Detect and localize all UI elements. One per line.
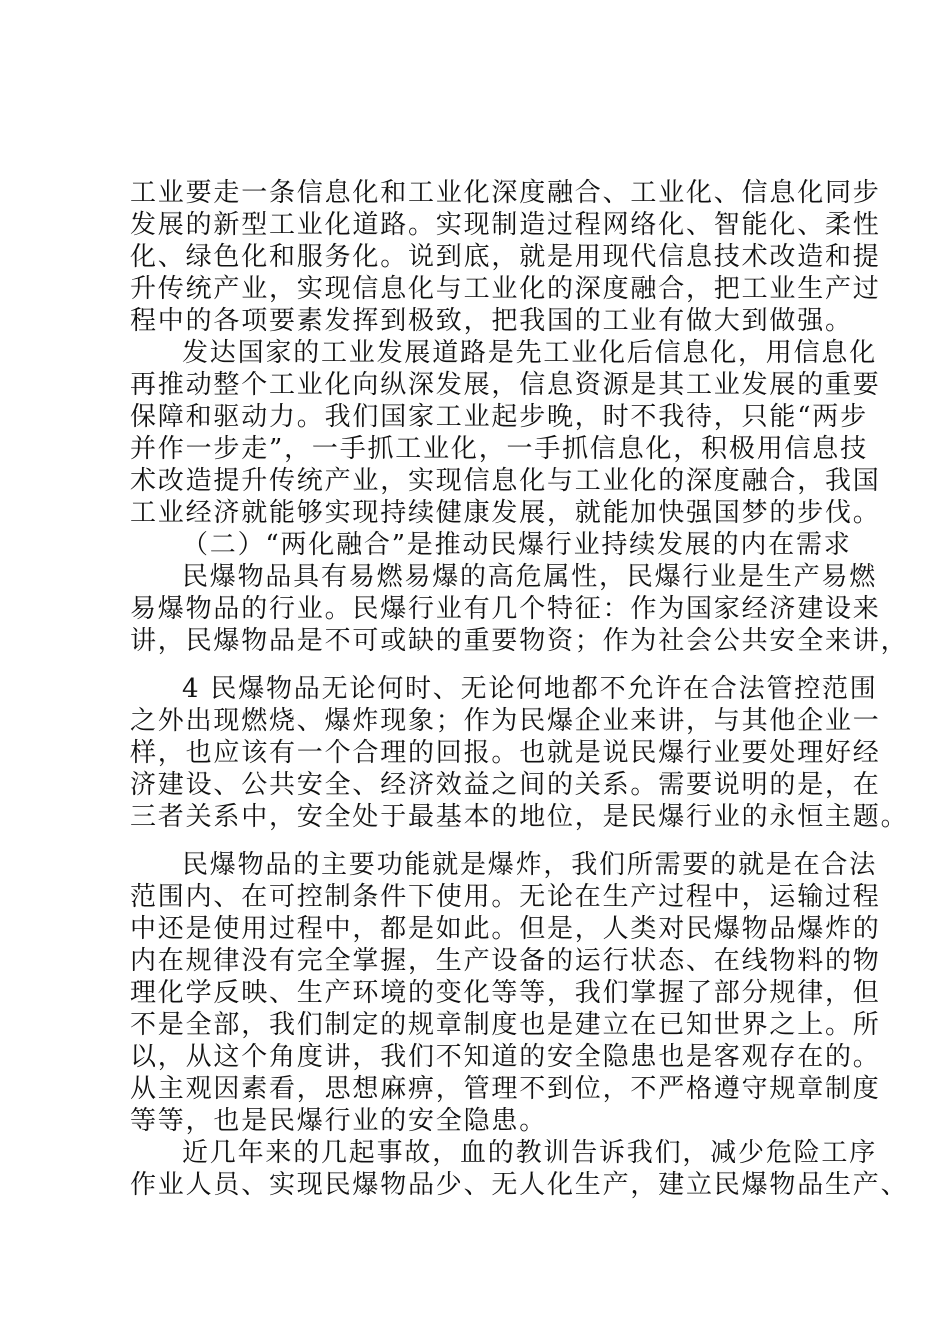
- text-line: 之外出现燃烧、爆炸现象；作为民爆企业来讲，与其他企业一: [130, 706, 881, 736]
- text-line: 内在规律没有完全掌握，生产设备的运行状态、在线物料的物: [130, 946, 881, 976]
- paragraph-start-line: 民爆物品具有易燃易爆的高危属性，民爆行业是生产易燃: [182, 562, 878, 592]
- text-line: 不是全部，我们制定的规章制度也是建立在已知世界之上。所: [130, 1010, 881, 1040]
- section-heading: （二）“两化融合”是推动民爆行业持续发展的内在需求: [182, 530, 852, 560]
- text-line: 等等，也是民爆行业的安全隐患。: [130, 1106, 548, 1136]
- text-line: 从主观因素看，思想麻痹，管理不到位，不严格遵守规章制度: [130, 1074, 881, 1104]
- text-line: 济建设、公共安全、经济效益之间的关系。需要说明的是，在: [130, 770, 881, 800]
- text-line: 发展的新型工业化道路。实现制造过程网络化、智能化、柔性: [130, 210, 881, 240]
- text-line: 作业人员、实现民爆物品少、无人化生产，建立民爆物品生产、: [130, 1170, 909, 1200]
- text-line: 工业要走一条信息化和工业化深度融合、工业化、信息化同步: [130, 178, 881, 208]
- paragraph-start-line: 近几年来的几起事故，血的教训告诉我们，减少危险工序: [182, 1138, 878, 1168]
- text-line: 三者关系中，安全处于最基本的地位，是民爆行业的永恒主题。: [130, 802, 909, 832]
- text-line: 以，从这个角度讲，我们不知道的安全隐患也是客观存在的。: [130, 1042, 881, 1072]
- text-line: 范围内、在可控制条件下使用。无论在生产过程中，运输过程: [130, 882, 881, 912]
- text-line: 术改造提升传统产业，实现信息化与工业化的深度融合，我国: [130, 466, 881, 496]
- text-line: 样，也应该有一个合理的回报。也就是说民爆行业要处理好经: [130, 738, 881, 768]
- text-line: 理化学反映、生产环境的变化等等，我们掌握了部分规律，但: [130, 978, 881, 1008]
- text-line: 并作一步走”，一手抓工业化，一手抓信息化，积极用信息技: [130, 434, 868, 464]
- paragraph-start-line: 民爆物品的主要功能就是爆炸，我们所需要的就是在合法: [182, 850, 878, 880]
- text-line: 保障和驱动力。我们国家工业起步晚，时不我待，只能“两步: [130, 402, 868, 432]
- paragraph-start-line: 4 民爆物品无论何时、无论何地都不允许在合法管控范围: [182, 674, 878, 704]
- text-line: 化、绿色化和服务化。说到底，就是用现代信息技术改造和提: [130, 242, 881, 272]
- text-line: 工业经济就能够实现持续健康发展，就能加快强国梦的步伐。: [130, 498, 881, 528]
- text-line: 易爆物品的行业。民爆行业有几个特征：作为国家经济建设来: [130, 594, 881, 624]
- text-line: 再推动整个工业化向纵深发展，信息资源是其工业发展的重要: [130, 370, 881, 400]
- text-line: 讲，民爆物品是不可或缺的重要物资；作为社会公共安全来讲，: [130, 626, 909, 656]
- text-line: 程中的各项要素发挥到极致，把我国的工业有做大到做强。: [130, 306, 853, 336]
- text-line: 中还是使用过程中，都是如此。但是，人类对民爆物品爆炸的: [130, 914, 881, 944]
- paragraph-start-line: 发达国家的工业发展道路是先工业化后信息化，用信息化: [182, 338, 878, 368]
- text-line: 升传统产业，实现信息化与工业化的深度融合，把工业生产过: [130, 274, 881, 304]
